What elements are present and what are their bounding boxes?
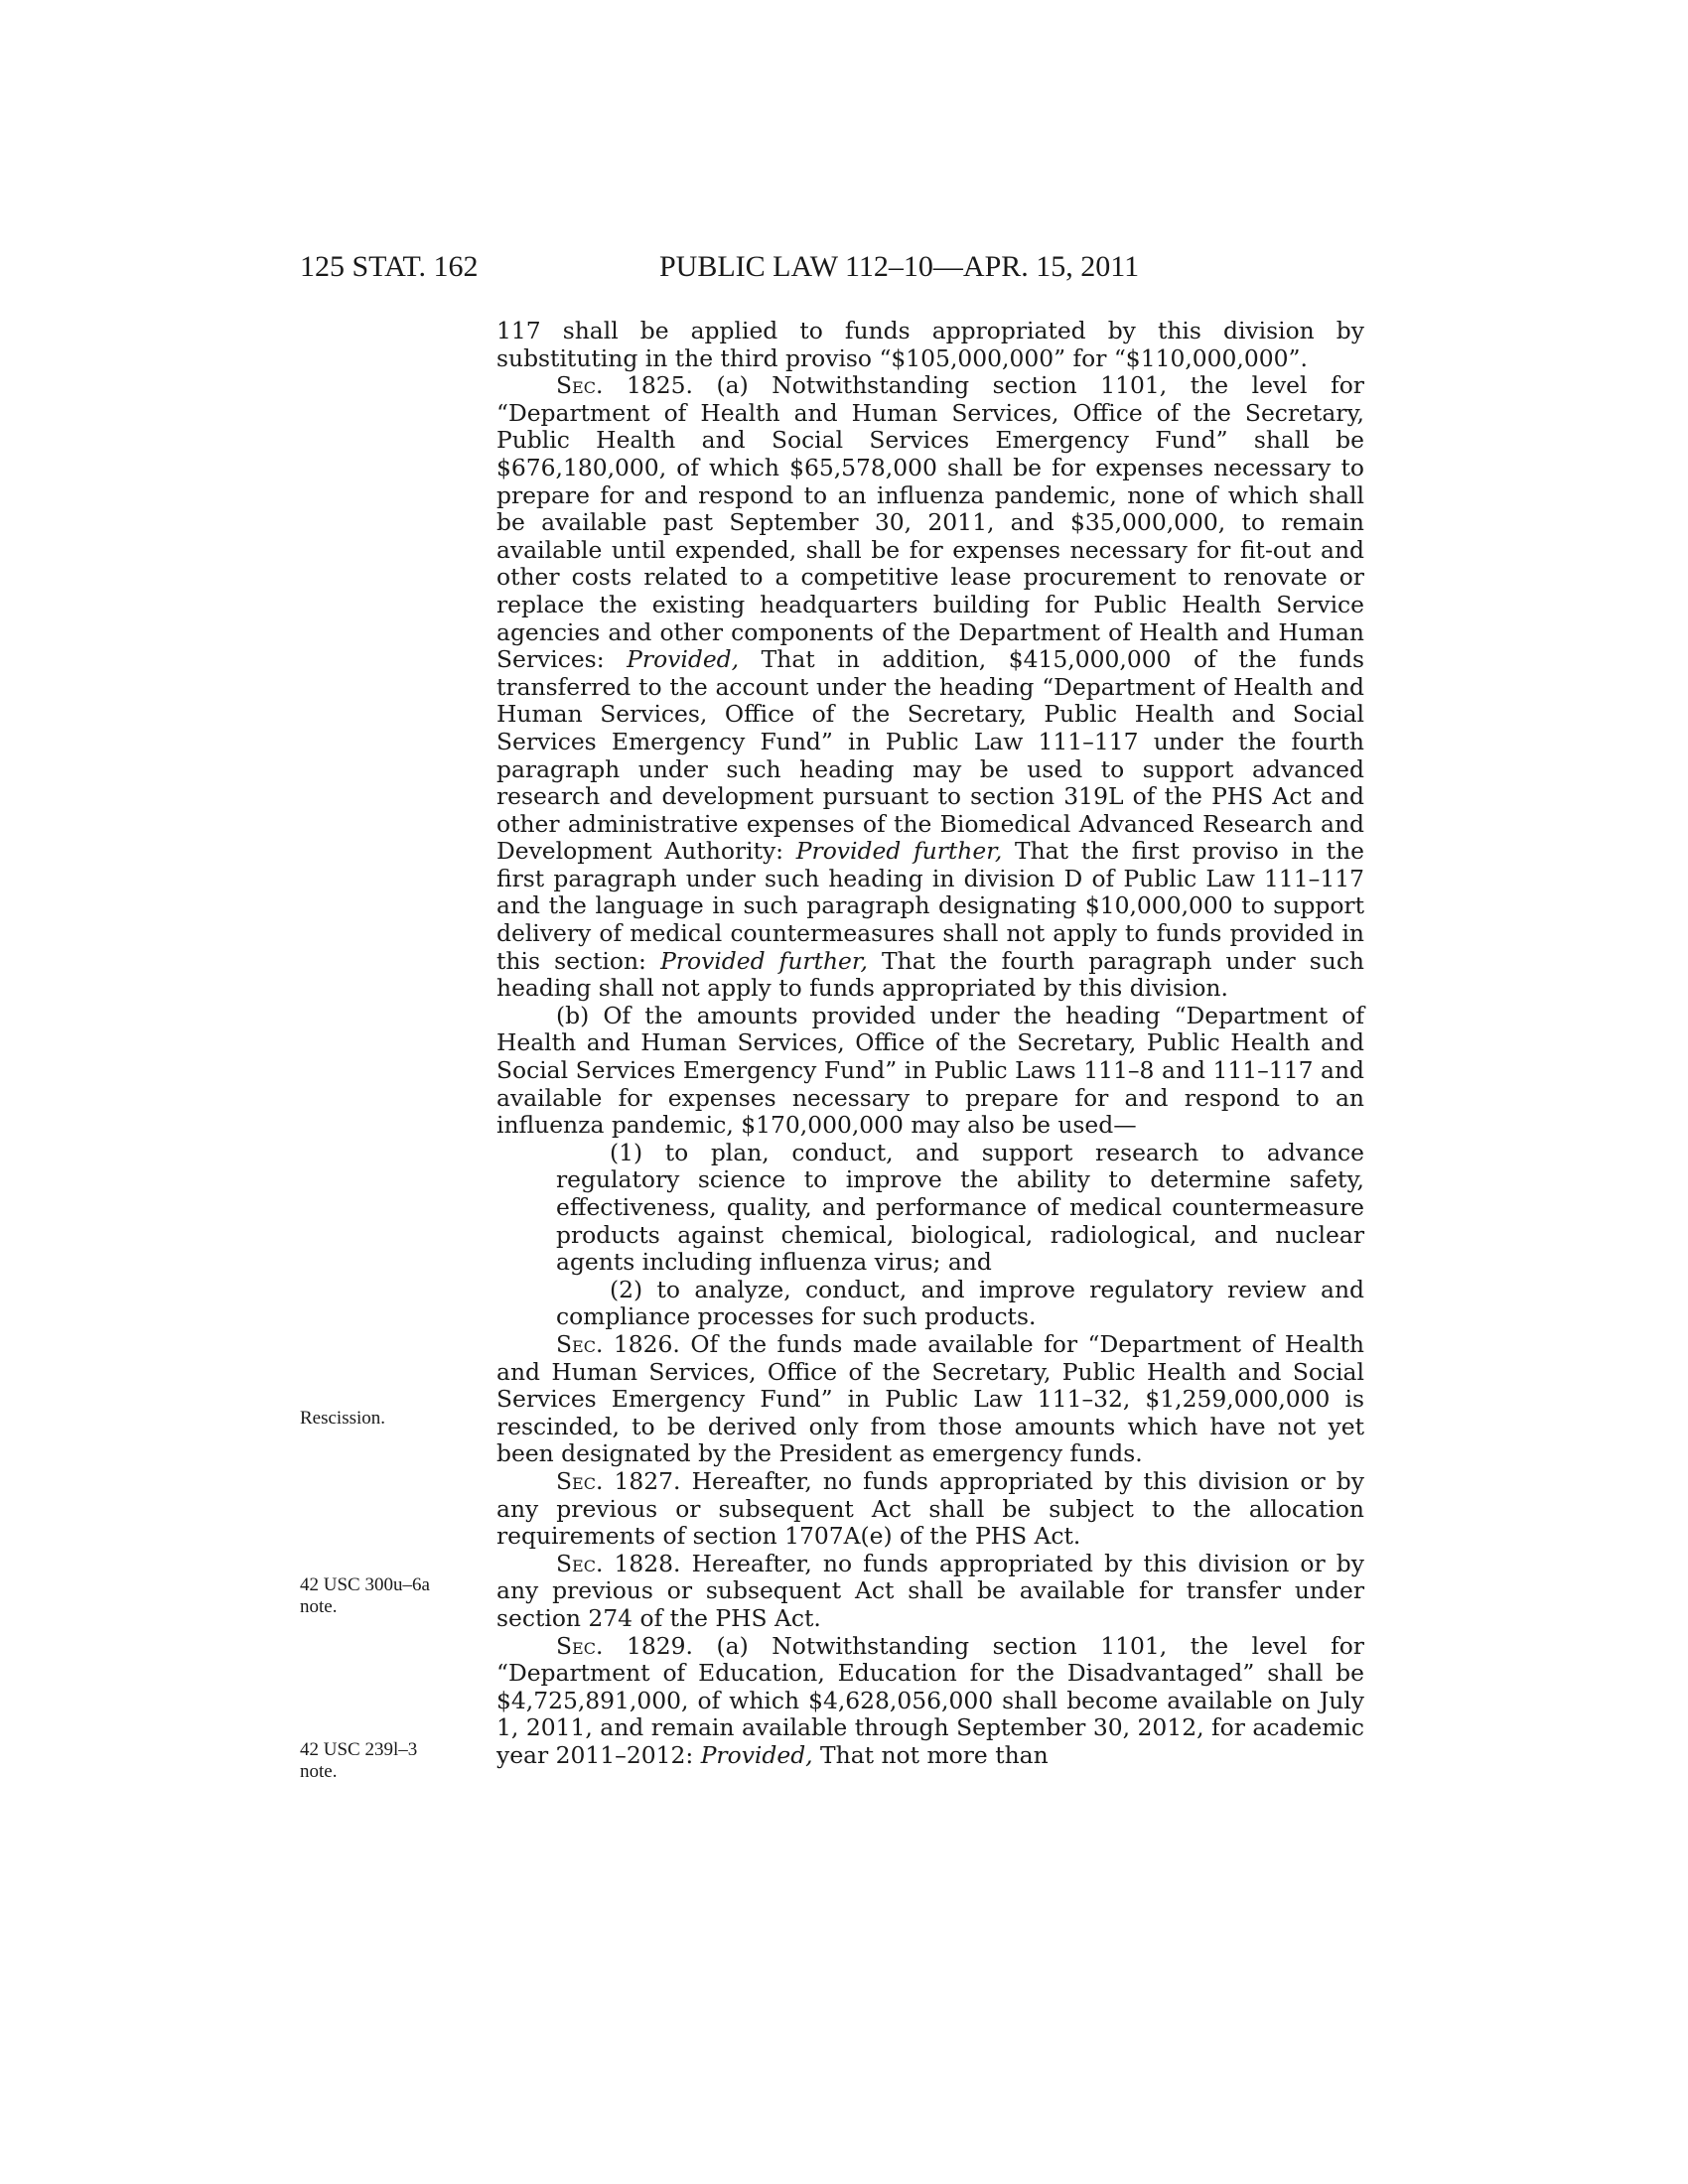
section-1827 (496, 1468, 1364, 1551)
section-1828-text: 1828. Hereafter, no funds appropriated by this division or by any previous or subsequent Act shall be available for transfer under section 274 of the PHS Act. (496, 1549, 1364, 1632)
paragraph-continuation: 117 shall be applied to funds appropriated by this division by substituting in the third proviso “$105,000,000” for “$110,000,000”. (496, 317, 1364, 372)
section-1825-a-text-1: 1825. (a) Notwithstanding section 1101, the level for “Department of Health and Human Services, Office of the Secretary, Public Health and Social Services Emergency Fund” shall be $676,180,000, of which $65,578,000 shall be for expenses necessary to prepare for and respond to an influenza pandemic, none of which shall be available past September 30, 2011, and $35,000,000, to remain available until expended, shall be for expenses necessary for fit-out and other costs related to a competitive lease procurement to renovate or replace the existing headquarters building for Public Health Service agencies and other components of the Department of Health and Human Services: (496, 371, 1364, 674)
list-item-1: (1) to plan, conduct, and support research to advance regulatory science to improve the ability to determine safety, effectiveness, quality, and performance of medical countermeasure products against chemical, biological, radiological, and nuclear agents including influenza virus; and (556, 1138, 1364, 1277)
stat-page-number: 125 STAT. 162 (300, 250, 479, 283)
section-1828 (496, 1551, 1364, 1633)
section-1825-a (496, 372, 1364, 1003)
section-1826-text: 1826. Of the funds made available for “Department of Health and Human Services, Office of the Secretary, Public Health and Social Services Emergency Fund” in Public Law 111–32, $1,259,000,000 is rescinded, to be derived only from those amounts which have not yet been designated by the President as emergency funds. (496, 1329, 1364, 1468)
margin-note-rescission: Rescission. (300, 1408, 386, 1429)
section-1826 (496, 1331, 1364, 1468)
section-1829-a-text-1: 1829. (a) Notwithstanding section 1101, the level for “Department of Education, Education for the Disadvantaged” shall be $4,725,891,000, of which $4,628,056,000 shall become available on July 1, 2011, and remain available through September 30, 2012, for academic year 2011–2012: (496, 1631, 1364, 1769)
proviso-1829: Provided, (700, 1740, 813, 1769)
section-1825-b: (b) Of the amounts provided under the heading “Department of Health and Human Services, Office of the Secretary, Public Health and Social Services Emergency Fund” in Public Laws 111–8 and 111–117 and available for expenses necessary to prepare for and respond to an influenza pandemic, $170,000,000 may also be used— (496, 1001, 1364, 1140)
margin-note-usc-239l: 42 USC 239l–3 note. (300, 1739, 418, 1782)
public-law-title: PUBLIC LAW 112–10—APR. 15, 2011 (659, 250, 1140, 283)
section-label: Sec. (556, 1549, 604, 1577)
proviso-2: Provided further, (795, 837, 1003, 866)
list-item-2: (2) to analyze, conduct, and improve regulatory review and compliance processes for such products. (556, 1275, 1364, 1331)
section-label: Sec. (556, 371, 604, 400)
section-1825-a-text-2: That in addition, $415,000,000 of the funds transferred to the account under the heading “Department of Health and Human Services, Office of the Secretary, Public Health and Social Services Emergency Fund” in Public Law 111–117 under the fourth paragraph under such heading may be used to support advanced research and development pursuant to section 319L of the PHS Act and other administrative expenses of the Biomedical Advanced Research and Development Authority: (496, 645, 1364, 866)
section-1825-a-text-4: That the fourth paragraph under such heading shall not apply to funds appropriated by this division. (496, 946, 1364, 1003)
section-1827-text: 1827. Hereafter, no funds appropriated by this division or by any previous or subsequent Act shall be subject to the allocation requirements of section 1707A(e) of the PHS Act. (496, 1466, 1364, 1551)
proviso-3: Provided further, (660, 946, 868, 975)
section-label: Sec. (556, 1631, 604, 1660)
body-text (496, 318, 1364, 1769)
margin-note-usc-300u: 42 USC 300u–6a note. (300, 1574, 430, 1617)
proviso-1: Provided, (627, 645, 740, 674)
page-header (300, 247, 1213, 287)
section-label: Sec. (556, 1329, 604, 1358)
section-1825-a-text-3: That the first proviso in the first paragraph under such heading in division D of Public Law 111–117 and the language in such paragraph designating $10,000,000 to support delivery of medical countermeasures shall not apply to funds provided in this section: (496, 837, 1364, 975)
section-1829-a (496, 1633, 1364, 1770)
section-1829-a-text-2: That not more than (812, 1740, 1049, 1769)
section-label: Sec. (556, 1466, 604, 1495)
